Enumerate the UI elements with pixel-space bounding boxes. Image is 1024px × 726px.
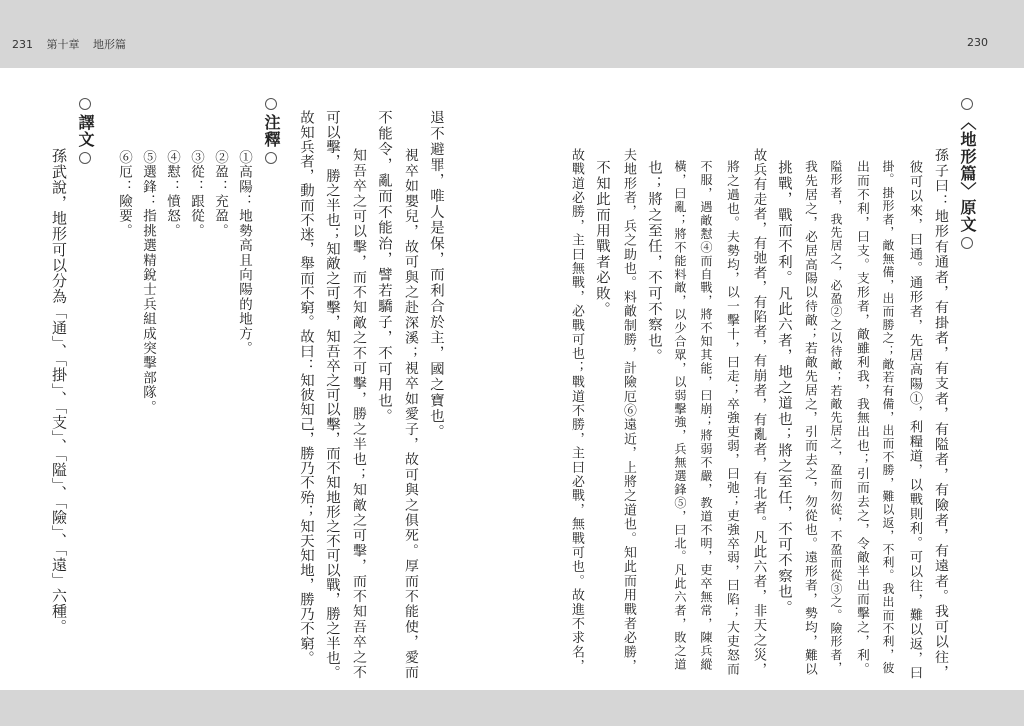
original-line: 出而不利，曰支。支形者，敵雖利我，我無出也；引而去之，令敵半出而擊之，利。 — [855, 160, 870, 677]
original-line: 也；將之至任，不可不察也。 — [646, 160, 662, 365]
right-page-number: 230 — [967, 36, 988, 49]
left-running-head — [12, 36, 136, 52]
note-item: ①高陽：地勢高且向陽的地方。 — [236, 150, 252, 356]
note-item: ③從：跟從。 — [188, 150, 204, 239]
original-line: 彼可以來，曰通。通形者，先居高陽①，利糧道，以戰則利。可以往，難以返，曰 — [907, 160, 922, 681]
original-line: 退不避罪，唯人是保，而利合於主，國之寶也。 — [428, 110, 444, 440]
ornament-icon — [265, 152, 277, 164]
original-line: 不服，遇敵懟④而自戰，將不知其能，曰崩；將弱不嚴，教道不明，吏卒無常，陳兵縱 — [699, 160, 713, 672]
ornament-icon — [79, 152, 91, 164]
notes-heading — [258, 94, 284, 168]
chapter-label: 第十章 — [46, 38, 80, 51]
original-line: 將之過也。夫勢均，以一擊十，曰走；卒強吏弱，曰弛；吏強卒弱，曰陷；大吏怒而 — [725, 160, 740, 677]
ornament-icon — [961, 237, 973, 249]
chapter-title: 地形篇 — [93, 38, 126, 51]
original-line: 故戰道必勝，主曰無戰，必戰可也；戰道不勝，主曰必戰，無戰可也。故進不求名， — [569, 148, 584, 674]
original-line: 不知此而用戰者必敗。 — [594, 160, 610, 317]
original-line: 知吾卒之可以擊，而不知敵之不可擊，勝之半也；知敵之可擊，而不知吾卒之不 — [350, 148, 366, 680]
original-heading — [954, 94, 980, 253]
left-page-number: 231 — [12, 38, 33, 51]
note-item: ⑤選鋒：指挑選精銳士兵組成突擊部隊。 — [140, 150, 156, 415]
translation-heading-text: 譯文 — [76, 114, 95, 148]
original-line: 橫，曰亂；將不能料敵，以少合眾，以弱擊強，兵無選鋒⑤，曰北。凡此六者，敗之道 — [673, 160, 687, 672]
original-line: 夫地形者，兵之助也。料敵制勝，計險厄⑥遠近，上將之道也。知此而用戰者必勝， — [621, 148, 636, 674]
bottom-margin-bar — [0, 690, 1024, 726]
translation-line: 孫武說，地形可以分為「通」、「掛」、「支」、「隘」、「險」、「遠」六種。 — [50, 148, 68, 635]
note-item: ⑥厄：險要。 — [116, 150, 132, 239]
original-line: 不能令，亂而不能治，譬若驕子，不可用也。 — [376, 110, 392, 424]
notes-heading-text: 注釋 — [262, 114, 281, 148]
ornament-icon — [961, 98, 973, 110]
original-line: 視卒如嬰兒，故可與之赴深溪；視卒如愛子，故可與之俱死。厚而不能使，愛而 — [402, 148, 418, 680]
original-line: 故知兵者，動而不迷，舉而不窮。故曰：知彼知己，勝乃不殆；知天知地，勝乃不窮。 — [298, 110, 314, 665]
note-item: ④懟：憤怒。 — [164, 150, 180, 239]
ornament-icon — [79, 98, 91, 110]
note-item: ②盈：充盈。 — [212, 150, 228, 239]
original-line: 可以擊，勝之半也；知敵之可擊，知吾卒之可以擊，而不知地形之不可以戰，勝之半也。 — [324, 110, 340, 680]
original-line: 隘形者，我先居之，必盈②之以待敵；若敵先居之，盈而勿從，不盈而從③之。險形者， — [829, 160, 843, 675]
top-margin-bar — [0, 0, 1024, 68]
original-line: 孫子曰：地形有通者，有掛者，有支者，有隘者，有險者，有遠者。我可以往， — [932, 148, 948, 680]
translation-heading — [72, 94, 98, 168]
original-heading-text: 〈地形篇〉原文 — [958, 114, 977, 233]
ornament-icon — [265, 98, 277, 110]
original-line: 故兵有走者，有弛者，有陷者，有崩者，有亂者，有北者。凡此六者，非天之災， — [751, 148, 766, 678]
original-line: 掛。掛形者，敵無備，出而勝之；敵若有備，出而不勝，難以返，不利。我出而不利，彼 — [881, 160, 895, 675]
original-line: 挑戰，戰而不利。凡此六者，地之道也；將之至任，不可不察也。 — [776, 160, 792, 616]
original-line: 我先居之，必居高陽以待敵；若敵先居之，引而去之，勿從也。遠形者，勢均，難以 — [803, 160, 818, 677]
